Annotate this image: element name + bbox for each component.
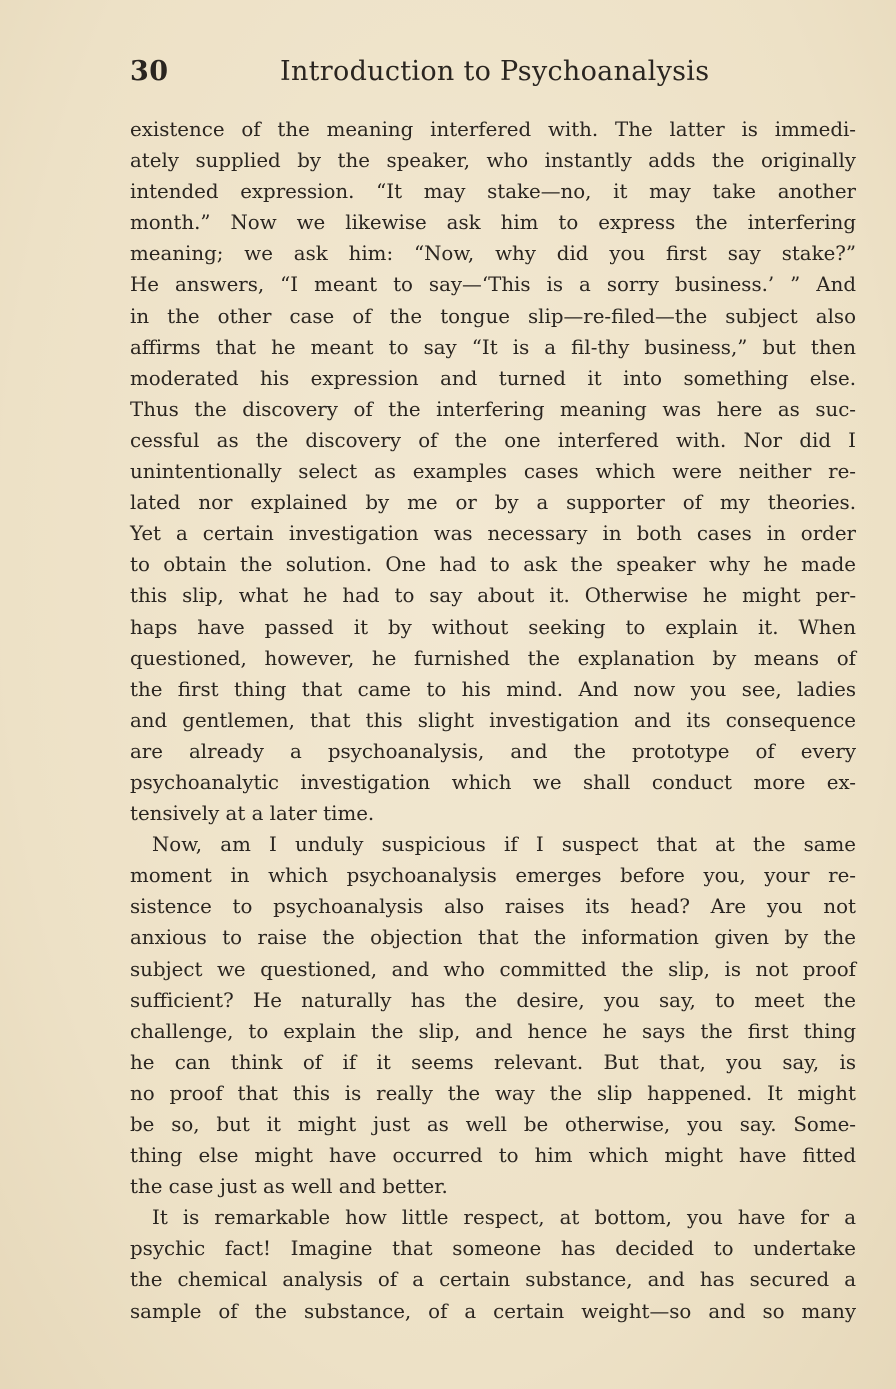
text-line: thing else might have occurred to him which might have fitted — [130, 1144, 856, 1168]
text-line: in the other case of the tongue slip—re-filed—the subject also — [130, 304, 856, 328]
text-line: the first thing that came to his mind. And now you see, ladies — [130, 677, 856, 701]
text-line: no proof that this is really the way the slip happened. It might — [130, 1081, 856, 1105]
text-line: psychoanalytic investigation which we shall conduct more ex- — [130, 770, 856, 794]
text-line: Yet a certain investigation was necessary in both cases in order — [130, 522, 856, 546]
text-line: affirms that he meant to say “It is a fil-thy business,” but then — [130, 335, 856, 359]
text-line: be so, but it might just as well be otherwise, you say. Some- — [130, 1113, 856, 1136]
text-line: sistence to psychoanalysis also raises its head? Are you not — [130, 895, 856, 919]
text-line: challenge, to explain the slip, and hence he says the first thing — [130, 1019, 856, 1043]
text-line: sufficient? He naturally has the desire, you say, to meet the — [130, 988, 856, 1012]
text-line: psychic fact! Imagine that someone has decided to undertake — [130, 1237, 856, 1261]
text-line: haps have passed it by without seeking to explain it. When — [130, 615, 856, 639]
text-line: cessful as the discovery of the one interfered with. Nor did I — [130, 428, 856, 452]
text-line: sample of the substance, of a certain weight—so and so many — [130, 1299, 856, 1323]
text-line: moderated his expression and turned it into something else. — [130, 366, 856, 390]
text-line: It is remarkable how little respect, at bottom, you have for a — [152, 1206, 856, 1230]
text-line: tensively at a later time. — [130, 802, 375, 826]
text-line: meaning; we ask him: “Now, why did you first say stake?” — [130, 242, 856, 266]
text-line: anxious to raise the objection that the information given by the — [130, 926, 856, 950]
text-line: subject we questioned, and who committed the slip, is not proof — [130, 957, 856, 981]
body-text — [130, 114, 856, 1327]
text-line: the chemical analysis of a certain substance, and has secured a — [130, 1268, 856, 1292]
text-line: questioned, however, he furnished the explanation by means of — [130, 646, 856, 670]
text-line: Thus the discovery of the interfering meaning was here as suc- — [130, 397, 856, 421]
text-line: He answers, “I meant to say—‘This is a sorry business.’ ” And — [130, 273, 856, 297]
text-line: Now, am I unduly suspicious if I suspect that at the same — [152, 833, 856, 857]
text-line: are already a psychoanalysis, and the prototype of every — [130, 739, 856, 763]
text-line: intended expression. “It may stake—no, it may take another — [130, 180, 856, 204]
page-header — [130, 56, 856, 96]
text-line: ately supplied by the speaker, who instantly adds the originally — [130, 149, 856, 173]
text-line: moment in which psychoanalysis emerges before you, your re- — [130, 864, 856, 888]
text-line: lated nor explained by me or by a supporter of my theories. — [130, 491, 856, 515]
text-line: to obtain the solution. One had to ask the speaker why he made — [130, 553, 856, 577]
text-line: existence of the meaning interfered with. The latter is immedi- — [130, 118, 856, 141]
text-line: he can think of if it seems relevant. But that, you say, is — [130, 1050, 856, 1074]
running-title: Introduction to Psychoanalysis — [280, 56, 710, 87]
text-line: and gentlemen, that this slight investigation and its consequence — [130, 708, 856, 732]
page-number: 30 — [130, 56, 169, 87]
text-line: this slip, what he had to say about it. Otherwise he might per- — [130, 584, 856, 608]
text-line: the case just as well and better. — [130, 1175, 448, 1199]
text-line: unintentionally select as examples cases which were neither re- — [130, 460, 856, 484]
text-line: month.” Now we likewise ask him to express the interfering — [130, 211, 856, 235]
